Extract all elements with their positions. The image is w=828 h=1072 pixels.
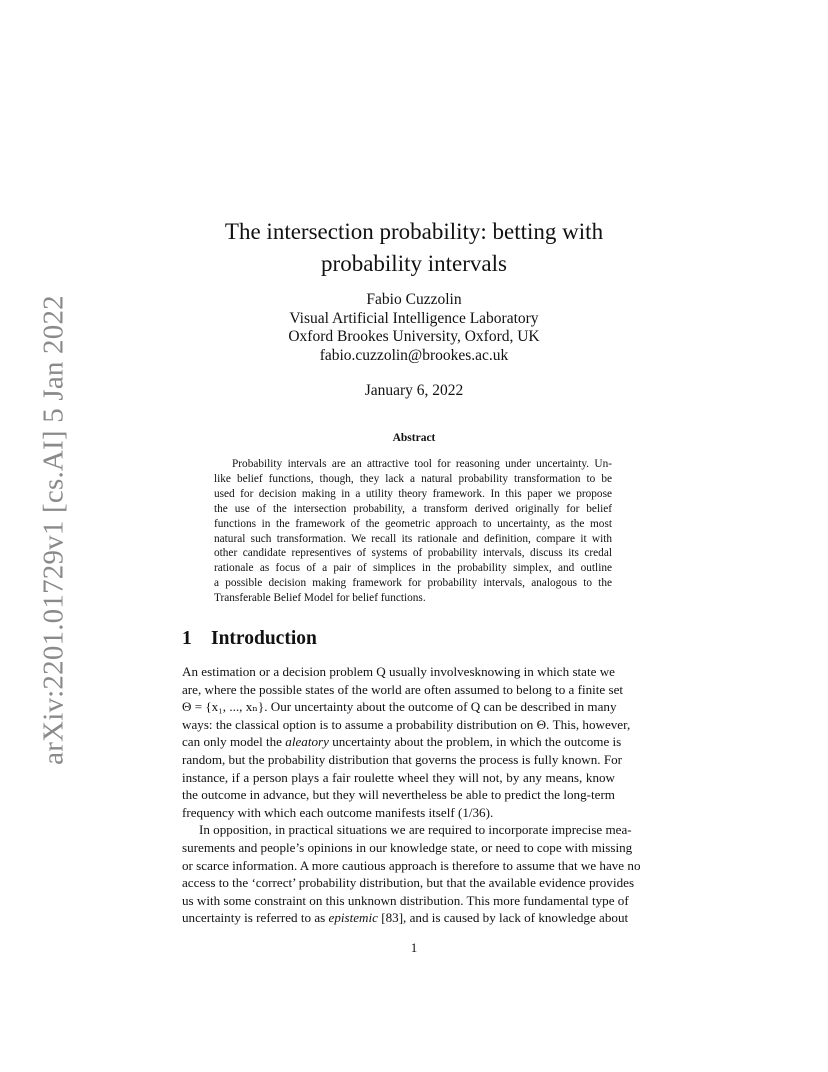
paper-title-line-2: probability intervals (321, 251, 507, 276)
body-line: In opposition, in practical situations we are required to incorporate imprecise mea- (199, 822, 632, 838)
body-line: access to the ‘correct’ probability distribution, but that the available evidence provides (182, 875, 635, 891)
abstract-line: used for decision making in a utility theory framework. In this paper we propose (214, 487, 612, 500)
abstract-line: rationale as focus of a pair of simplices in the probability simplex, and outline (214, 562, 612, 575)
body-line: random, but the probability distribution that governs the process is fully known. For (182, 751, 623, 767)
abstract-line: natural such transformation. We recall its rationale and definition, compare it with (214, 532, 612, 545)
body-line: or scarce information. A more cautious approach is therefore to assume that we have no (182, 857, 641, 873)
abstract-line: like belief functions, though, they lack a natural probability transformation to be (214, 472, 612, 485)
body-text-fragment: can only model the (182, 734, 286, 750)
page-number: 1 (410, 940, 418, 955)
section-heading-introduction (182, 628, 317, 650)
paper-title (150, 216, 678, 280)
body-text-fragment: [83], and is caused by lack of knowledge about (377, 910, 629, 926)
body-line: surements and people’s opinions in our knowledge state, or need to cope with missing (182, 839, 633, 855)
body-line: Θ = {x₁, ..., xₙ}. Our uncertainty about the outcome of Q can be described in many (182, 699, 617, 715)
body-line (182, 733, 622, 751)
author-email: fabio.cuzzolin@brookes.ac.uk (319, 346, 509, 364)
abstract-line: a possible decision making framework for probability intervals, analogous to the (214, 577, 612, 590)
author-university: Oxford Brookes University, Oxford, UK (288, 328, 540, 345)
abstract-line: other candidate representives of systems of probability intervals, discuss its credal (214, 547, 612, 560)
introduction-body (182, 663, 641, 927)
emphasis-aleatory: aleatory (285, 734, 329, 750)
abstract-body (214, 457, 612, 606)
publication-date: January 6, 2022 (364, 382, 464, 399)
body-line: An estimation or a decision problem Q usually involvesknowing in which state we (182, 664, 615, 679)
abstract-line: Transferable Belief Model for belief functions. (214, 592, 426, 605)
author-lab: Visual Artificial Intelligence Laboratory (289, 309, 539, 327)
section-number: 1 (182, 628, 192, 649)
body-line: are, where the possible states of the world are often assumed to belong to a finite set (182, 681, 624, 697)
body-text-fragment: uncertainty about the problem, in which the outcome is (328, 734, 622, 750)
section-title: Introduction (211, 628, 317, 649)
body-line: us with some constraint on this unknown distribution. This more fundamental type of (182, 892, 629, 908)
body-line: frequency with which each outcome manifests itself (1/36). (182, 804, 494, 820)
emphasis-epistemic: epistemic (328, 910, 378, 926)
abstract-heading: Abstract (392, 432, 436, 444)
author-block (200, 291, 628, 365)
abstract-line: functions in the framework of the geometric approach to uncertainty, as the most (214, 517, 612, 530)
body-text-fragment: uncertainty is referred to as (182, 910, 329, 926)
paper-title-line-1: The intersection probability: betting with (224, 219, 604, 244)
author-name: Fabio Cuzzolin (366, 291, 462, 308)
body-line: ways: the classical option is to assume a probability distribution on Θ. This, however, (182, 716, 631, 732)
abstract-line: the use of the intersection probability, a transform derived originally for belief (214, 502, 612, 515)
body-line: the outcome in advance, but they will nevertheless be able to predict the long-term (182, 787, 615, 803)
abstract-line: Probability intervals are an attractive tool for reasoning under uncertainty. Un- (232, 458, 612, 470)
arxiv-identifier-stamp: arXiv:2201.01729v1 [cs.AI] 5 Jan 2022 (37, 295, 70, 765)
body-line: instance, if a person plays a fair roulette wheel they will not, by any means, know (182, 769, 615, 785)
body-line (182, 909, 629, 927)
